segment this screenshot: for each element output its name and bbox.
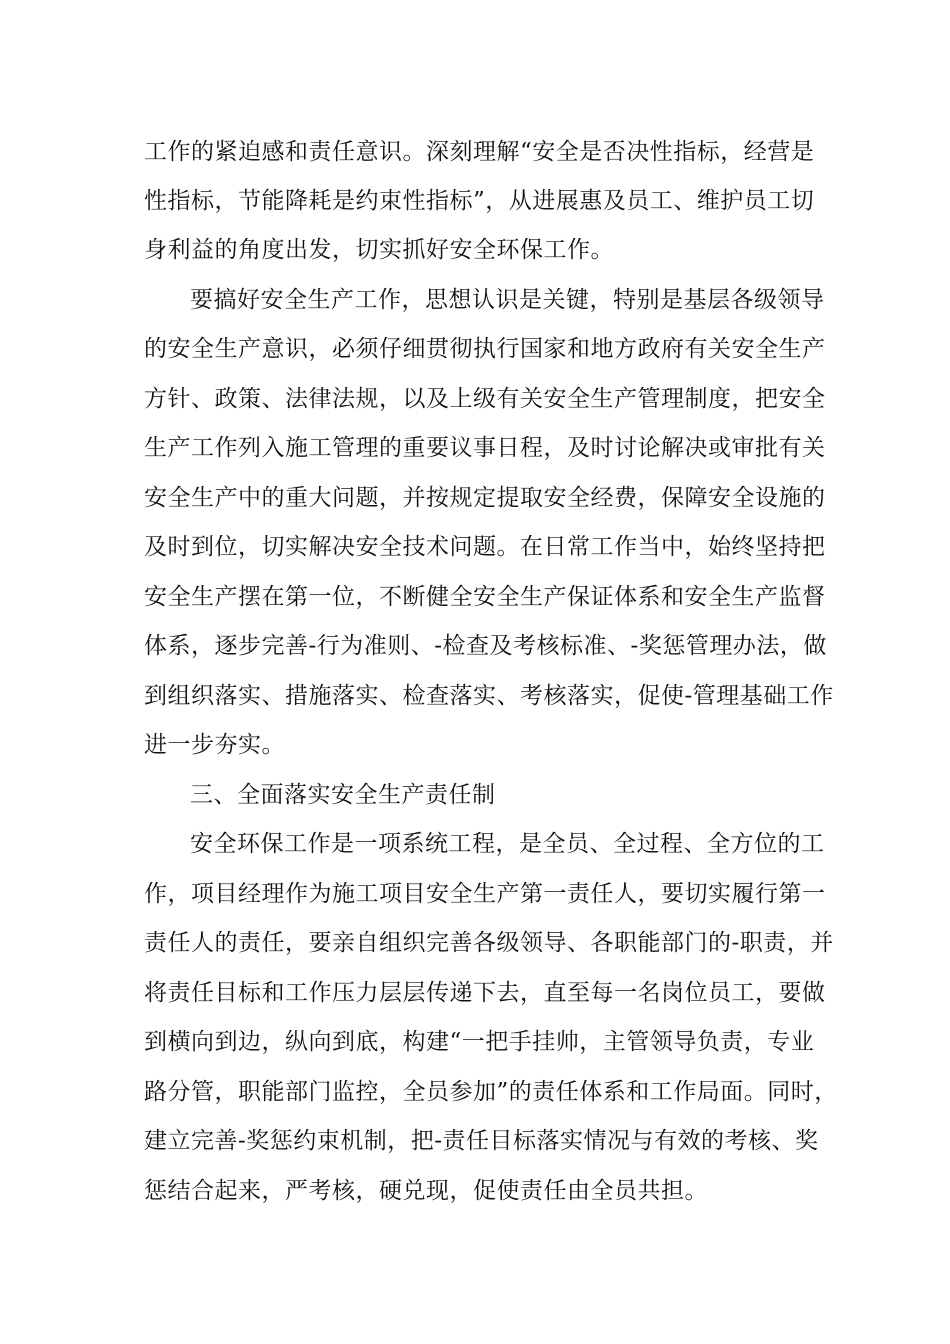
paragraph-2-line-5: 安全生产中的重大问题，并按规定提取安全经费，保障安全设施的	[144, 485, 826, 511]
paragraph-1-line-1: 工作的紧迫感和责任意识。深刻理解“安全是否决性指标，经营是	[144, 139, 815, 165]
paragraph-2-line-6: 及时到位，切实解决安全技术问题。在日常工作当中，始终坚持把	[144, 534, 826, 560]
paragraph-2-line-1: 要搞好安全生产工作，思想认识是关键，特别是基层各级领导	[190, 287, 825, 313]
paragraph-1-line-2: 性指标，节能降耗是约束性指标”，从进展惠及员工、维护员工切	[144, 188, 815, 214]
paragraph-3-line-2: 作，项目经理作为施工项目安全生产第一责任人，要切实履行第一	[144, 881, 826, 907]
section-heading: 三、全面落实安全生产责任制	[190, 782, 496, 808]
paragraph-3-line-8: 惩结合起来，严考核，硬兑现，促使责任由全员共担。	[144, 1178, 708, 1204]
paragraph-1-line-3: 身利益的角度出发，切实抓好安全环保工作。	[144, 237, 614, 263]
paragraph-3-line-5: 到横向到边，纵向到底，构建“一把手挂帅，主管领导负责，专业	[144, 1029, 815, 1055]
paragraph-2-line-4: 生产工作列入施工管理的重要议事日程，及时讨论解决或审批有关	[144, 435, 826, 461]
paragraph-2-line-7: 安全生产摆在第一位，不断健全安全生产保证体系和安全生产监督	[144, 584, 826, 610]
paragraph-3-line-3: 责任人的责任，要亲自组织完善各级领导、各职能部门的-职责，并	[144, 930, 834, 956]
paragraph-3-line-1: 安全环保工作是一项系统工程，是全员、全过程、全方位的工	[190, 831, 825, 857]
paragraph-3-line-6: 路分管，职能部门监控，全员参加”的责任体系和工作局面。同时，	[144, 1079, 838, 1105]
paragraph-2-line-2: 的安全生产意识，必须仔细贯彻执行国家和地方政府有关安全生产	[144, 336, 826, 362]
paragraph-3-line-4: 将责任目标和工作压力层层传递下去，直至每一名岗位员工，要做	[144, 980, 826, 1006]
paragraph-2-line-9: 到组织落实、措施落实、检查落实、考核落实，促使-管理基础工作	[144, 683, 834, 709]
paragraph-2-line-3: 方针、政策、法律法规，以及上级有关安全生产管理制度，把安全	[144, 386, 826, 412]
paragraph-2-line-10: 进一步夯实。	[144, 732, 285, 758]
paragraph-3-line-7: 建立完善-奖惩约束机制，把-责任目标落实情况与有效的考核、奖	[144, 1128, 819, 1154]
paragraph-2-line-8: 体系，逐步完善-行为准则、-检查及考核标准、-奖惩管理办法，做	[144, 633, 827, 659]
